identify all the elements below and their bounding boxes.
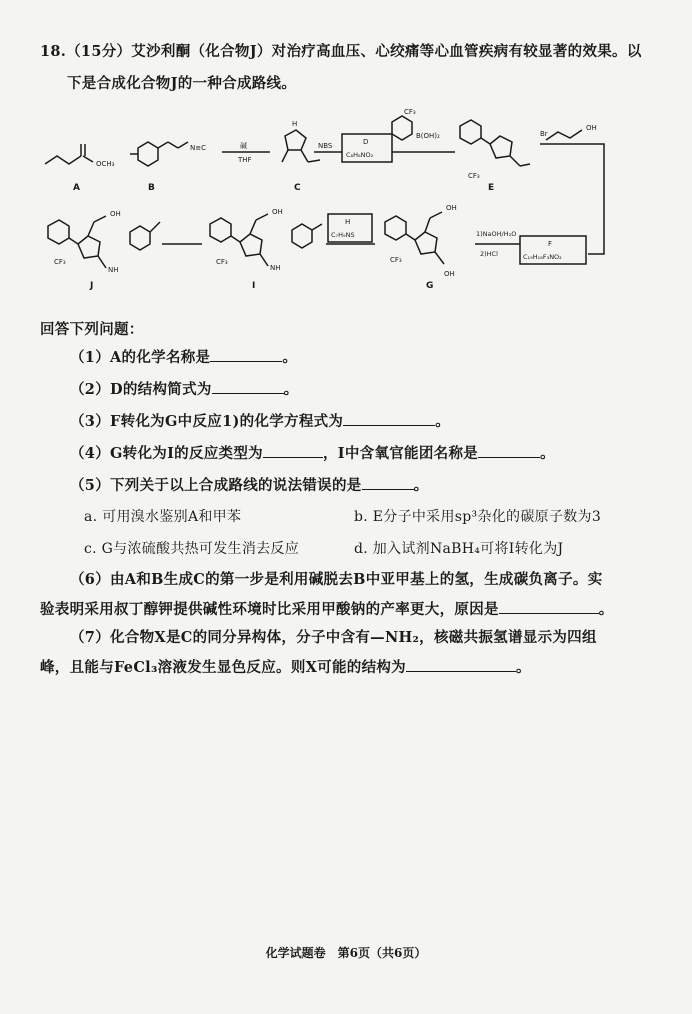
reagent-ab-top: 碱 (240, 142, 247, 150)
item-7-end: 。 (515, 659, 531, 676)
item-5-blank[interactable] (362, 477, 414, 490)
compound-e-structure (460, 120, 530, 166)
label-j: J (90, 281, 94, 291)
box-f-formula: C₁₉H₁₈F₃NO₂ (523, 253, 562, 261)
item-1 (70, 346, 297, 367)
item-7-blank[interactable] (406, 659, 516, 672)
box-d-title: D (363, 138, 369, 146)
item-2-end: 。 (283, 381, 299, 398)
box-h-title: H (345, 218, 351, 226)
item-5-end: 。 (413, 477, 429, 494)
option-b[interactable]: b. E分子中采用sp³杂化的碳原子数为3 (354, 509, 602, 525)
item-6-end: 。 (598, 601, 614, 618)
item-6-line1: （6）由A和B生成C的第一步是利用碱脱去B中亚甲基上的氢，生成碳负离子。实 (70, 571, 603, 588)
label-a: A (73, 183, 80, 193)
item-6-text: 验表明采用叔丁醇钾提供碱性环境时比采用甲酸钠的产率更大，原因是 (40, 601, 499, 618)
reagent-ef: Br (540, 130, 548, 138)
label-c: C (294, 183, 301, 193)
item-4-mid: ，I中含氧官能团名称是 (322, 445, 479, 462)
label-j-nh: NH (108, 266, 119, 274)
label-g-oh: OH (446, 204, 457, 212)
label-c-h: H (292, 120, 298, 128)
item-4-blank-1[interactable] (263, 445, 323, 458)
item-3-end: 。 (435, 413, 451, 430)
reagent-cd: NBS (318, 142, 333, 150)
item-6-line2 (40, 598, 614, 619)
item-3 (70, 410, 450, 431)
reagent-fg-1: 1)NaOH/H₂O (476, 230, 517, 238)
label-i-oh: OH (272, 208, 283, 216)
label-g-acid-oh: OH (444, 270, 455, 278)
item-4-end: 。 (540, 445, 555, 462)
bromoethanol-chain (546, 130, 582, 140)
label-b: B (148, 183, 155, 193)
label-i-nh: NH (270, 264, 281, 272)
item-2 (70, 378, 298, 399)
reagent-de-cf3: CF₃ (404, 108, 416, 116)
arrow-e-f (540, 144, 604, 254)
box-d-formula: C₈H₈NO₂ (346, 151, 374, 159)
item-3-blank[interactable] (343, 413, 435, 426)
box-f-title: F (548, 240, 553, 248)
compound-b-structure (130, 142, 188, 166)
item-5 (70, 474, 428, 495)
item-1-end: 。 (282, 349, 298, 366)
label-j-cf3: CF₃ (54, 258, 66, 266)
synthesis-scheme (30, 104, 662, 294)
label-a-ester: OCH₃ (96, 160, 115, 168)
label-e-cf3: CF₃ (468, 172, 480, 180)
label-j-oh: OH (110, 210, 121, 218)
question-intro-line1: 18.（15分）艾沙利酮（化合物J）对治疗高血压、心绞痛等心血管疾病有较显著的效果。以 (40, 43, 642, 60)
reagent-ab-bottom: THF (238, 156, 252, 164)
reagent-fg-2: 2)HCl (480, 250, 498, 258)
option-d[interactable]: d. 加入试剂NaBH₄可将I转化为J (354, 541, 564, 557)
boronic-acid-ring (392, 116, 412, 140)
item-7-text: 峰，且能与FeCl₃溶液发生显色反应。则X可能的结构为 (40, 659, 406, 676)
item-2-text: （2）D的结构简式为 (70, 381, 212, 398)
item-5-text: （5）下列关于以上合成路线的说法错误的是 (70, 477, 362, 494)
item-4 (70, 442, 555, 463)
item-1-blank[interactable] (210, 349, 282, 362)
item-7-line2 (40, 656, 531, 677)
item-6-blank[interactable] (499, 601, 599, 614)
item-2-blank[interactable] (212, 381, 284, 394)
label-i: I (252, 281, 256, 291)
box-h-formula: C₇H₉NS (331, 231, 355, 239)
reagent-ef-oh: OH (586, 124, 597, 132)
item-4-blank-2[interactable] (478, 445, 540, 458)
label-i-cf3: CF₃ (216, 258, 228, 266)
label-g: G (426, 281, 434, 291)
label-e: E (488, 183, 495, 193)
compound-a-structure (45, 144, 93, 164)
option-c[interactable]: c. G与浓硫酸共热可发生消去反应 (84, 541, 300, 557)
reagent-de: B(OH)₂ (416, 132, 440, 140)
label-b-group: N≡C (190, 144, 206, 152)
item-1-text: （1）A的化学名称是 (70, 349, 211, 366)
item-4-text: （4）G转化为I的反应类型为 (70, 445, 263, 462)
page-footer: 化学试题卷 第6页（共6页） (265, 946, 427, 960)
item-7-line1: （7）化合物X是C的同分异构体，分子中含有—NH₂，核磁共振氢谱显示为四组 (70, 629, 597, 646)
label-g-cf3: CF₃ (390, 256, 402, 264)
compound-c-structure (282, 130, 320, 162)
option-a[interactable]: a. 可用溴水鉴别A和甲苯 (84, 509, 242, 525)
question-intro-line2: 下是合成化合物J的一种合成路线。 (67, 75, 297, 92)
item-3-text: （3）F转化为G中反应1)的化学方程式为 (70, 413, 344, 430)
answer-prompt: 回答下列问题： (40, 321, 144, 338)
